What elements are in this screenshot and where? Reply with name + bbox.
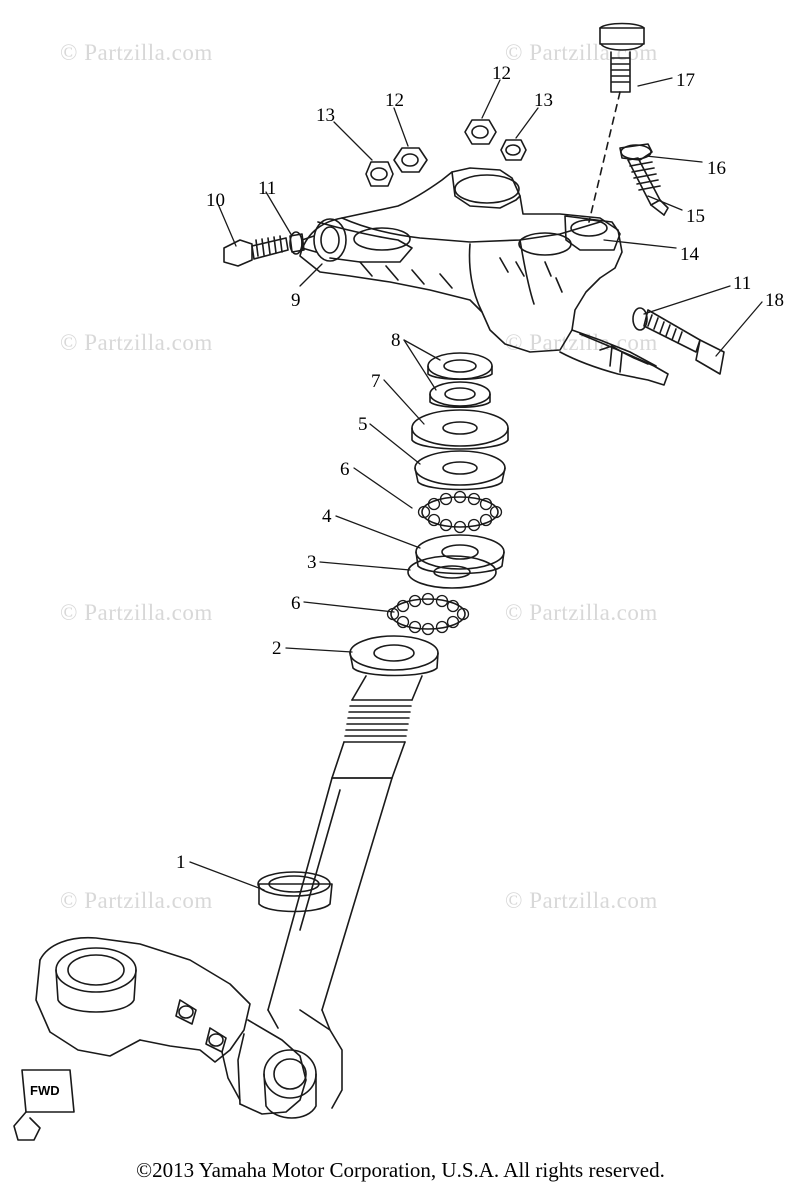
callout-8: 8	[391, 330, 401, 351]
callout-11: 11	[258, 178, 277, 199]
callout-10: 10	[206, 190, 225, 211]
callout-9: 9	[291, 290, 301, 311]
watermark: © Partzilla.com	[60, 330, 213, 355]
callout-13: 13	[534, 90, 553, 111]
watermark: © Partzilla.com	[60, 600, 213, 625]
callout-1: 1	[176, 852, 186, 873]
watermark: © Partzilla.com	[60, 40, 213, 65]
copyright-footer: ©2013 Yamaha Motor Corporation, U.S.A. All rights reserved.	[136, 1158, 665, 1182]
callout-5: 5	[358, 414, 368, 435]
watermark: © Partzilla.com	[505, 600, 658, 625]
callout-3: 3	[307, 552, 317, 573]
callout-13: 13	[316, 105, 335, 126]
callout-7: 7	[371, 371, 381, 392]
watermark: © Partzilla.com	[505, 330, 658, 355]
callout-6: 6	[291, 593, 301, 614]
watermark: © Partzilla.com	[505, 888, 658, 913]
callout-2: 2	[272, 638, 282, 659]
callout-17: 17	[676, 70, 695, 91]
fwd-direction-label: FWD	[30, 1083, 60, 1098]
callout-12: 12	[492, 63, 511, 84]
callout-14: 14	[680, 244, 699, 265]
callout-6: 6	[340, 459, 350, 480]
callout-18: 18	[765, 290, 784, 311]
callout-4: 4	[322, 506, 332, 527]
callout-12: 12	[385, 90, 404, 111]
watermark: © Partzilla.com	[60, 888, 213, 913]
callout-11: 11	[733, 273, 752, 294]
callout-16: 16	[707, 158, 726, 179]
callout-15: 15	[686, 206, 705, 227]
watermark: © Partzilla.com	[505, 40, 658, 65]
